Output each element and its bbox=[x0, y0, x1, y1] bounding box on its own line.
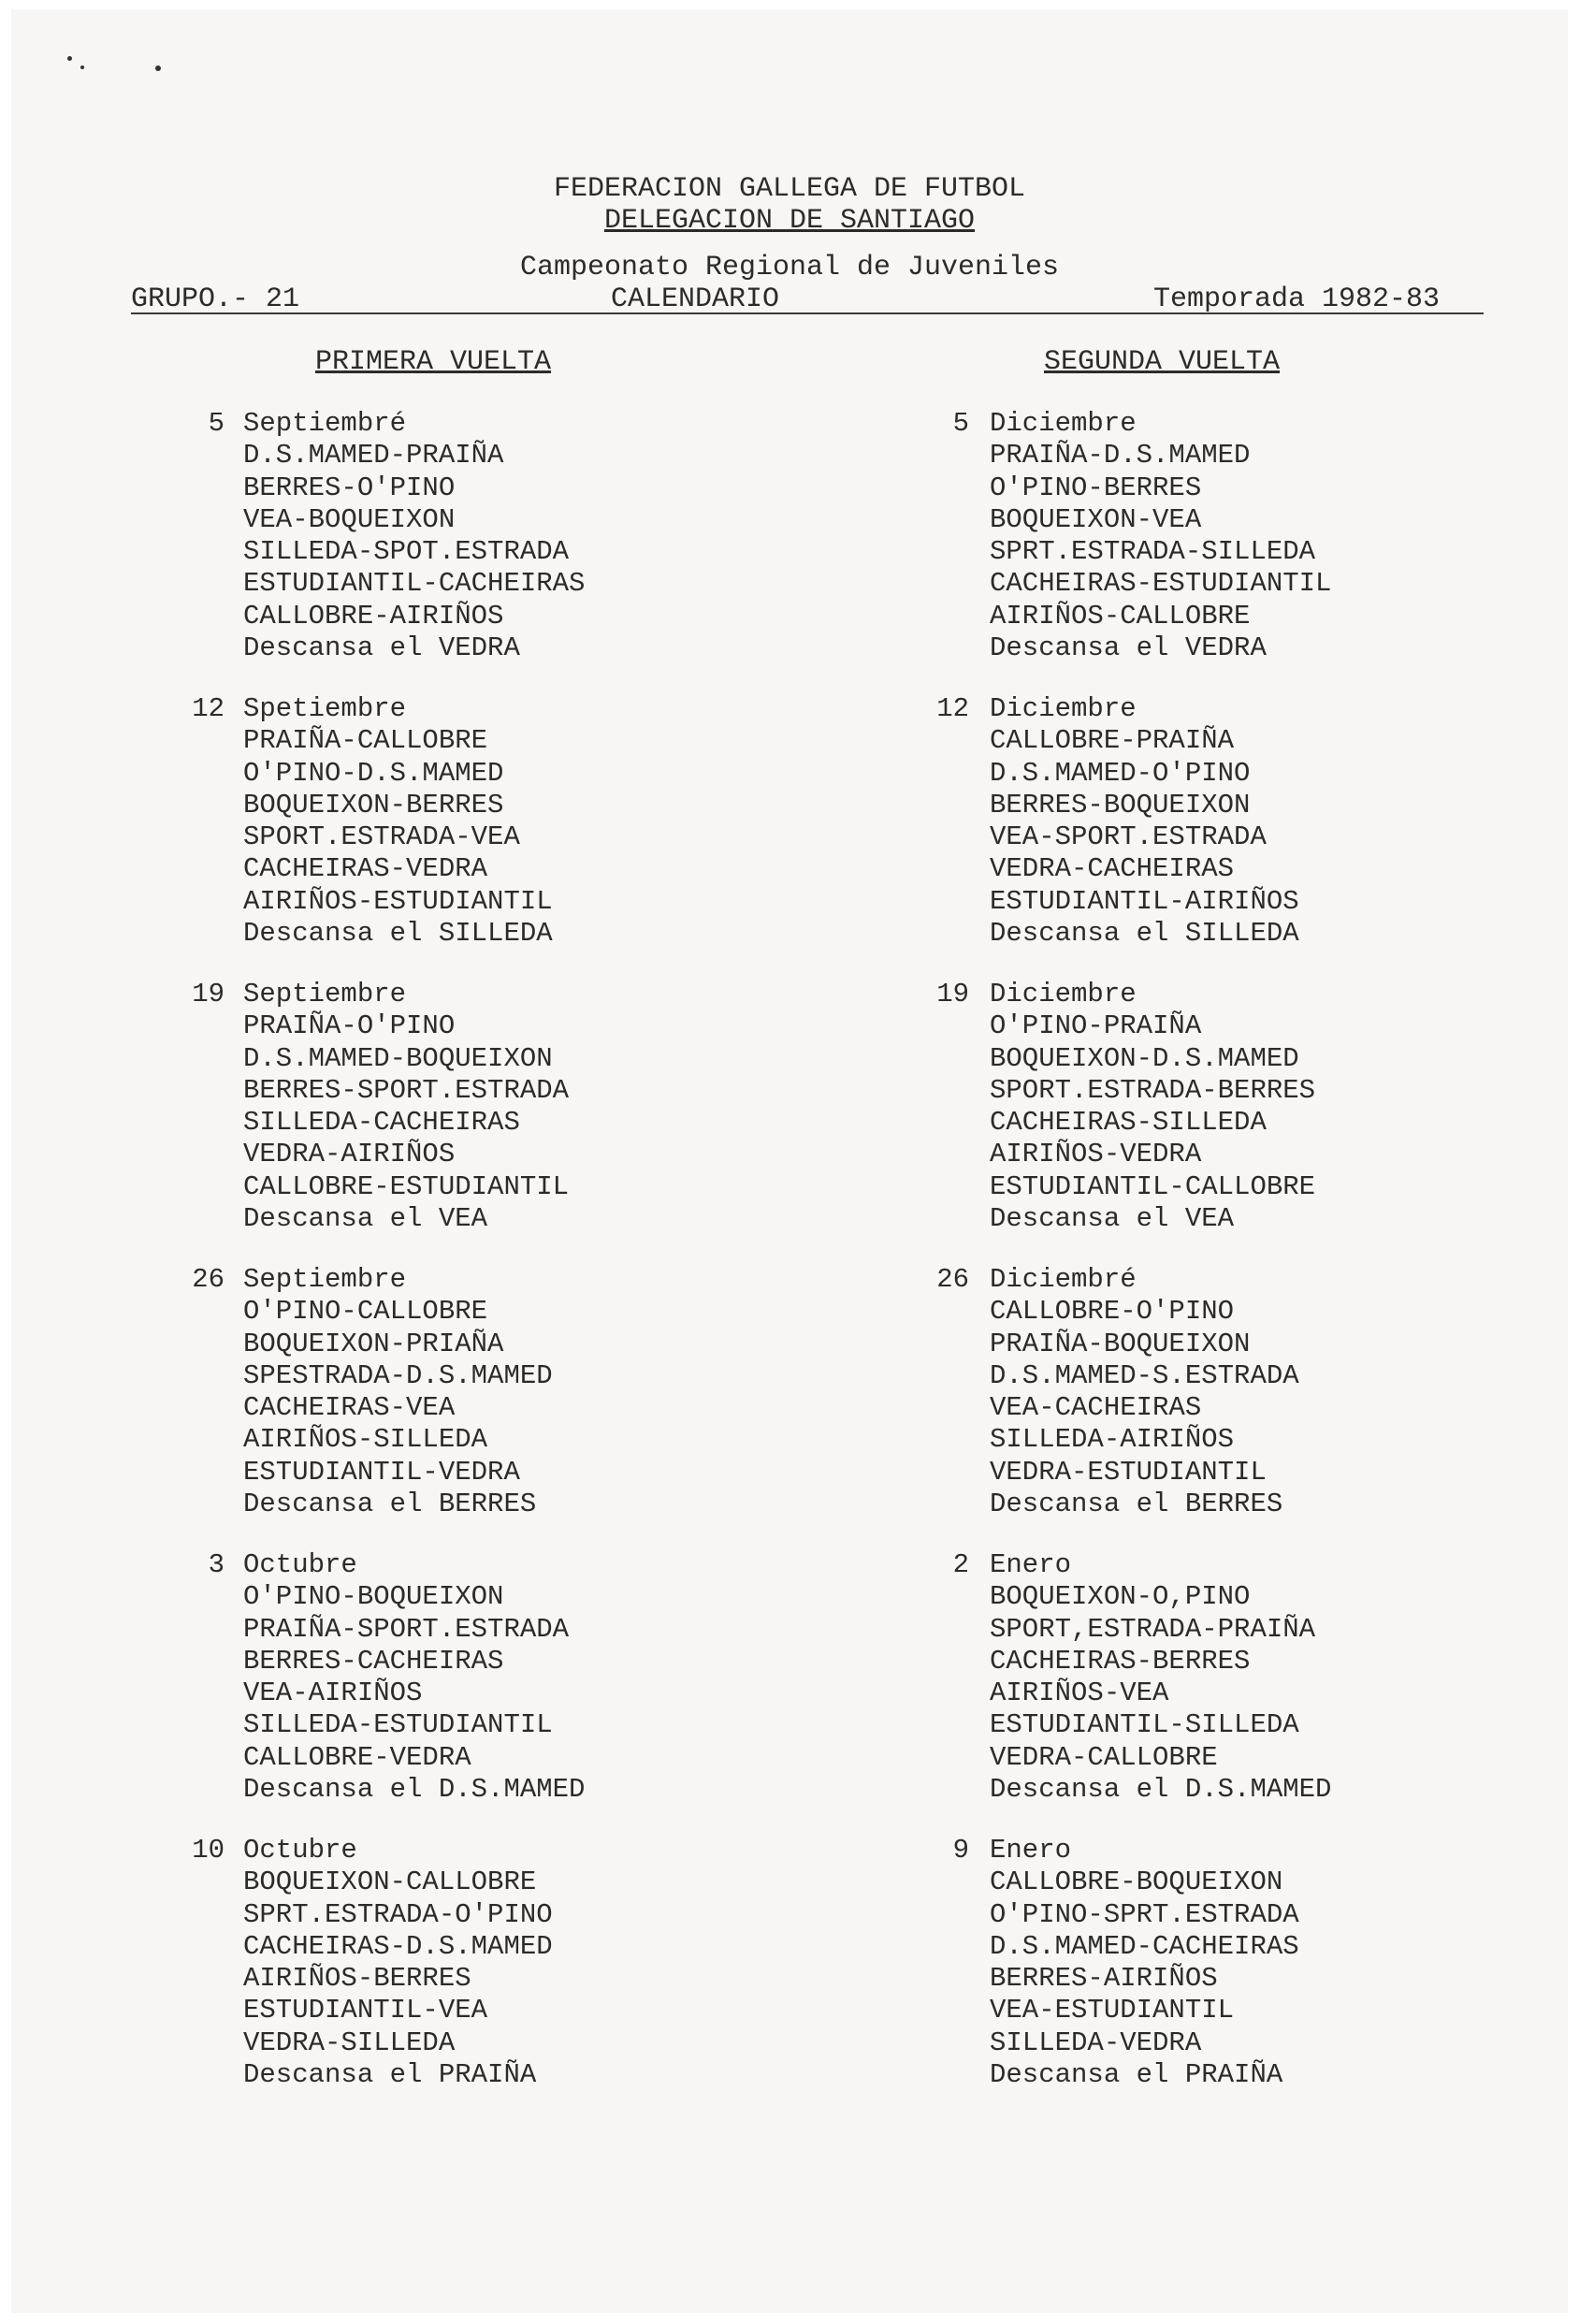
fixture: SILLEDA-ESTUDIANTIL bbox=[243, 1709, 553, 1741]
round-lines bbox=[990, 1835, 1299, 2091]
ink-speck bbox=[80, 65, 84, 69]
round-lines bbox=[243, 408, 585, 664]
primera-vuelta-title: PRIMERA VUELTA bbox=[315, 346, 552, 378]
fixture: AIRIÑOS-SILLEDA bbox=[243, 1424, 488, 1456]
fixture: SPRT.ESTRADA-SILLEDA bbox=[990, 536, 1316, 568]
round-day: 26 bbox=[192, 1264, 225, 1295]
round-lines bbox=[243, 1835, 553, 2091]
bye-team: Descansa el BERRES bbox=[990, 1489, 1283, 1520]
header-line1: FEDERACION GALLEGA DE FUTBOL bbox=[553, 173, 1026, 205]
round-date: Enero bbox=[990, 1549, 1072, 1580]
fixture: CACHEIRAS-BERRES bbox=[990, 1645, 1251, 1677]
round-day: 9 bbox=[952, 1835, 969, 1866]
fixture: D.S.MAMED-PRAIÑA bbox=[243, 440, 504, 472]
bye-team: Descansa el BERRES bbox=[243, 1489, 537, 1520]
fixture: VEDRA-CACHEIRAS bbox=[990, 853, 1235, 885]
fixture: SILLEDA-AIRIÑOS bbox=[990, 1424, 1235, 1456]
fixture: ESTUDIANTIL-SILLEDA bbox=[990, 1709, 1299, 1741]
fixture: BOQUEIXON-VEA bbox=[990, 503, 1202, 535]
fixture: BOQUEIXON-O,PINO bbox=[990, 1581, 1251, 1613]
round-day: 19 bbox=[192, 979, 225, 1009]
round-day: 26 bbox=[936, 1264, 969, 1295]
round-lines bbox=[990, 979, 1315, 1235]
fixture: BERRES-SPORT.ESTRADA bbox=[243, 1074, 570, 1106]
fixture: AIRIÑOS-CALLOBRE bbox=[990, 600, 1251, 632]
header-line2: DELEGACION DE SANTIAGO bbox=[603, 205, 976, 237]
bye-team: Descansa el VEA bbox=[243, 1203, 488, 1235]
round-day: 12 bbox=[936, 693, 969, 724]
fixture: ESTUDIANTIL-AIRIÑOS bbox=[990, 885, 1299, 917]
fixture: SPORT,ESTRADA-PRAIÑA bbox=[990, 1613, 1316, 1645]
header-rule bbox=[131, 312, 1484, 314]
fixture: VEA-SPORT.ESTRADA bbox=[990, 821, 1267, 853]
fixture: PRAIÑA-CALLOBRE bbox=[243, 725, 488, 757]
fixture: D.S.MAMED-CACHEIRAS bbox=[990, 1930, 1299, 1962]
fixture: CALLOBRE-O'PINO bbox=[990, 1296, 1235, 1328]
fixture: O'PINO-D.S.MAMED bbox=[243, 757, 504, 789]
round-date: Septiembre bbox=[243, 979, 407, 1009]
fixture: BOQUEIXON-CALLOBRE bbox=[243, 1866, 537, 1898]
fixture: AIRIÑOS-BERRES bbox=[243, 1963, 471, 1995]
round-lines bbox=[990, 1549, 1331, 1806]
ink-speck bbox=[155, 65, 161, 71]
round-date: Septiembre bbox=[243, 1264, 407, 1295]
header-line3: Campeonato Regional de Juveniles bbox=[519, 252, 1060, 283]
fixture: BOQUEIXON-D.S.MAMED bbox=[990, 1042, 1299, 1074]
round-date: Enero bbox=[990, 1835, 1072, 1866]
fixture: ESTUDIANTIL-CACHEIRAS bbox=[243, 568, 586, 600]
fixture: BERRES-O'PINO bbox=[243, 472, 456, 503]
header-delegation bbox=[0, 204, 1579, 238]
fixture: CACHEIRAS-VEA bbox=[243, 1392, 456, 1424]
fixture: VEDRA-AIRIÑOS bbox=[243, 1139, 456, 1170]
fixture: CALLOBRE-VEDRA bbox=[243, 1741, 471, 1773]
fixture: SILLEDA-VEDRA bbox=[990, 2026, 1202, 2058]
fixture: CACHEIRAS-D.S.MAMED bbox=[243, 1930, 553, 1962]
round-day: 3 bbox=[208, 1549, 225, 1580]
fixture: SPORT.ESTRADA-BERRES bbox=[990, 1074, 1316, 1106]
fixture: BERRES-AIRIÑOS bbox=[990, 1963, 1218, 1995]
fixture: CALLOBRE-ESTUDIANTIL bbox=[243, 1170, 570, 1202]
fixture: D.S.MAMED-S.ESTRADA bbox=[990, 1359, 1299, 1391]
round-date: Spetiembre bbox=[243, 693, 407, 724]
fixture: ESTUDIANTIL-VEA bbox=[243, 1995, 488, 2026]
calendar-label: CALENDARIO bbox=[611, 283, 780, 315]
bye-team: Descansa el D.S.MAMED bbox=[243, 1774, 586, 1806]
fixture: PRAIÑA-D.S.MAMED bbox=[990, 440, 1251, 472]
round-lines bbox=[243, 693, 553, 950]
fixture: O'PINO-BOQUEIXON bbox=[243, 1581, 504, 1613]
bye-team: Descansa el SILLEDA bbox=[243, 918, 553, 950]
fixture: CACHEIRAS-VEDRA bbox=[243, 853, 488, 885]
round-day: 5 bbox=[952, 408, 969, 439]
round-day: 12 bbox=[192, 693, 225, 724]
round-lines bbox=[243, 979, 569, 1235]
fixture: VEA-ESTUDIANTIL bbox=[990, 1995, 1235, 2026]
fixture: O'PINO-BERRES bbox=[990, 472, 1202, 503]
fixture: CACHEIRAS-SILLEDA bbox=[990, 1107, 1267, 1139]
bye-team: Descansa el D.S.MAMED bbox=[990, 1774, 1332, 1806]
group-label: GRUPO.- 21 bbox=[131, 283, 300, 315]
bye-team: Descansa el PRAIÑA bbox=[990, 2059, 1283, 2091]
fixture: SPORT.ESTRADA-VEA bbox=[243, 821, 520, 853]
fixture: PRAIÑA-SPORT.ESTRADA bbox=[243, 1613, 570, 1645]
fixture: VEDRA-CALLOBRE bbox=[990, 1741, 1218, 1773]
fixture: SILLEDA-CACHEIRAS bbox=[243, 1107, 520, 1139]
round-day: 10 bbox=[192, 1835, 225, 1866]
round-date: Septiembré bbox=[243, 408, 407, 439]
bye-team: Descansa el SILLEDA bbox=[990, 918, 1299, 950]
fixture: VEDRA-SILLEDA bbox=[243, 2026, 456, 2058]
round-lines bbox=[243, 1264, 553, 1520]
fixture: ESTUDIANTIL-VEDRA bbox=[243, 1456, 520, 1488]
fixture: O'PINO-CALLOBRE bbox=[243, 1296, 488, 1328]
fixture: SPESTRADA-D.S.MAMED bbox=[243, 1359, 553, 1391]
fixture: CALLOBRE-AIRIÑOS bbox=[243, 600, 504, 632]
round-day: 2 bbox=[952, 1549, 969, 1580]
fixture: AIRIÑOS-VEA bbox=[990, 1678, 1169, 1709]
bye-team: Descansa el PRAIÑA bbox=[243, 2059, 537, 2091]
fixture: AIRIÑOS-VEDRA bbox=[990, 1139, 1202, 1170]
fixture: AIRIÑOS-ESTUDIANTIL bbox=[243, 885, 553, 917]
round-lines bbox=[990, 693, 1299, 950]
fixture: PRAIÑA-O'PINO bbox=[243, 1010, 456, 1042]
fixture: SPRT.ESTRADA-O'PINO bbox=[243, 1898, 553, 1930]
fixture: BERRES-BOQUEIXON bbox=[990, 789, 1251, 821]
round-day: 5 bbox=[208, 408, 225, 439]
fixture: CACHEIRAS-ESTUDIANTIL bbox=[990, 568, 1332, 600]
round-date: Octubre bbox=[243, 1835, 357, 1866]
fixture: ESTUDIANTIL-CALLOBRE bbox=[990, 1170, 1316, 1202]
ink-speck bbox=[67, 56, 72, 61]
bye-team: Descansa el VEDRA bbox=[243, 632, 520, 664]
fixture: VEA-CACHEIRAS bbox=[990, 1392, 1202, 1424]
round-lines bbox=[990, 1264, 1299, 1520]
fixture: VEA-AIRIÑOS bbox=[243, 1678, 423, 1709]
fixture: SILLEDA-SPOT.ESTRADA bbox=[243, 536, 570, 568]
round-date: Diciembre bbox=[990, 693, 1137, 724]
round-date: Diciembré bbox=[990, 1264, 1137, 1295]
fixture: O'PINO-PRAIÑA bbox=[990, 1010, 1202, 1042]
round-lines bbox=[243, 1549, 585, 1806]
bye-team: Descansa el VEA bbox=[990, 1203, 1235, 1235]
fixture: BERRES-CACHEIRAS bbox=[243, 1645, 504, 1677]
segunda-vuelta-title: SEGUNDA VUELTA bbox=[1044, 346, 1281, 378]
fixture: PRAIÑA-BOQUEIXON bbox=[990, 1328, 1251, 1359]
fixture: VEDRA-ESTUDIANTIL bbox=[990, 1456, 1267, 1488]
fixture: VEA-BOQUEIXON bbox=[243, 503, 456, 535]
round-date: Diciembre bbox=[990, 979, 1137, 1009]
header-championship bbox=[0, 251, 1579, 284]
round-lines bbox=[990, 408, 1331, 664]
fixture: D.S.MAMED-BOQUEIXON bbox=[243, 1042, 553, 1074]
round-date: Octubre bbox=[243, 1549, 357, 1580]
header-federation bbox=[0, 172, 1579, 206]
fixture: BOQUEIXON-BERRES bbox=[243, 789, 504, 821]
fixture: BOQUEIXON-PRIAÑA bbox=[243, 1328, 504, 1359]
fixture: D.S.MAMED-O'PINO bbox=[990, 757, 1251, 789]
round-day: 19 bbox=[936, 979, 969, 1009]
fixture: CALLOBRE-BOQUEIXON bbox=[990, 1866, 1283, 1898]
fixture: CALLOBRE-PRAIÑA bbox=[990, 725, 1235, 757]
fixture: O'PINO-SPRT.ESTRADA bbox=[990, 1898, 1299, 1930]
round-date: Diciembre bbox=[990, 408, 1137, 439]
season-label: Temporada 1982-83 bbox=[1153, 283, 1441, 315]
bye-team: Descansa el VEDRA bbox=[990, 632, 1267, 664]
